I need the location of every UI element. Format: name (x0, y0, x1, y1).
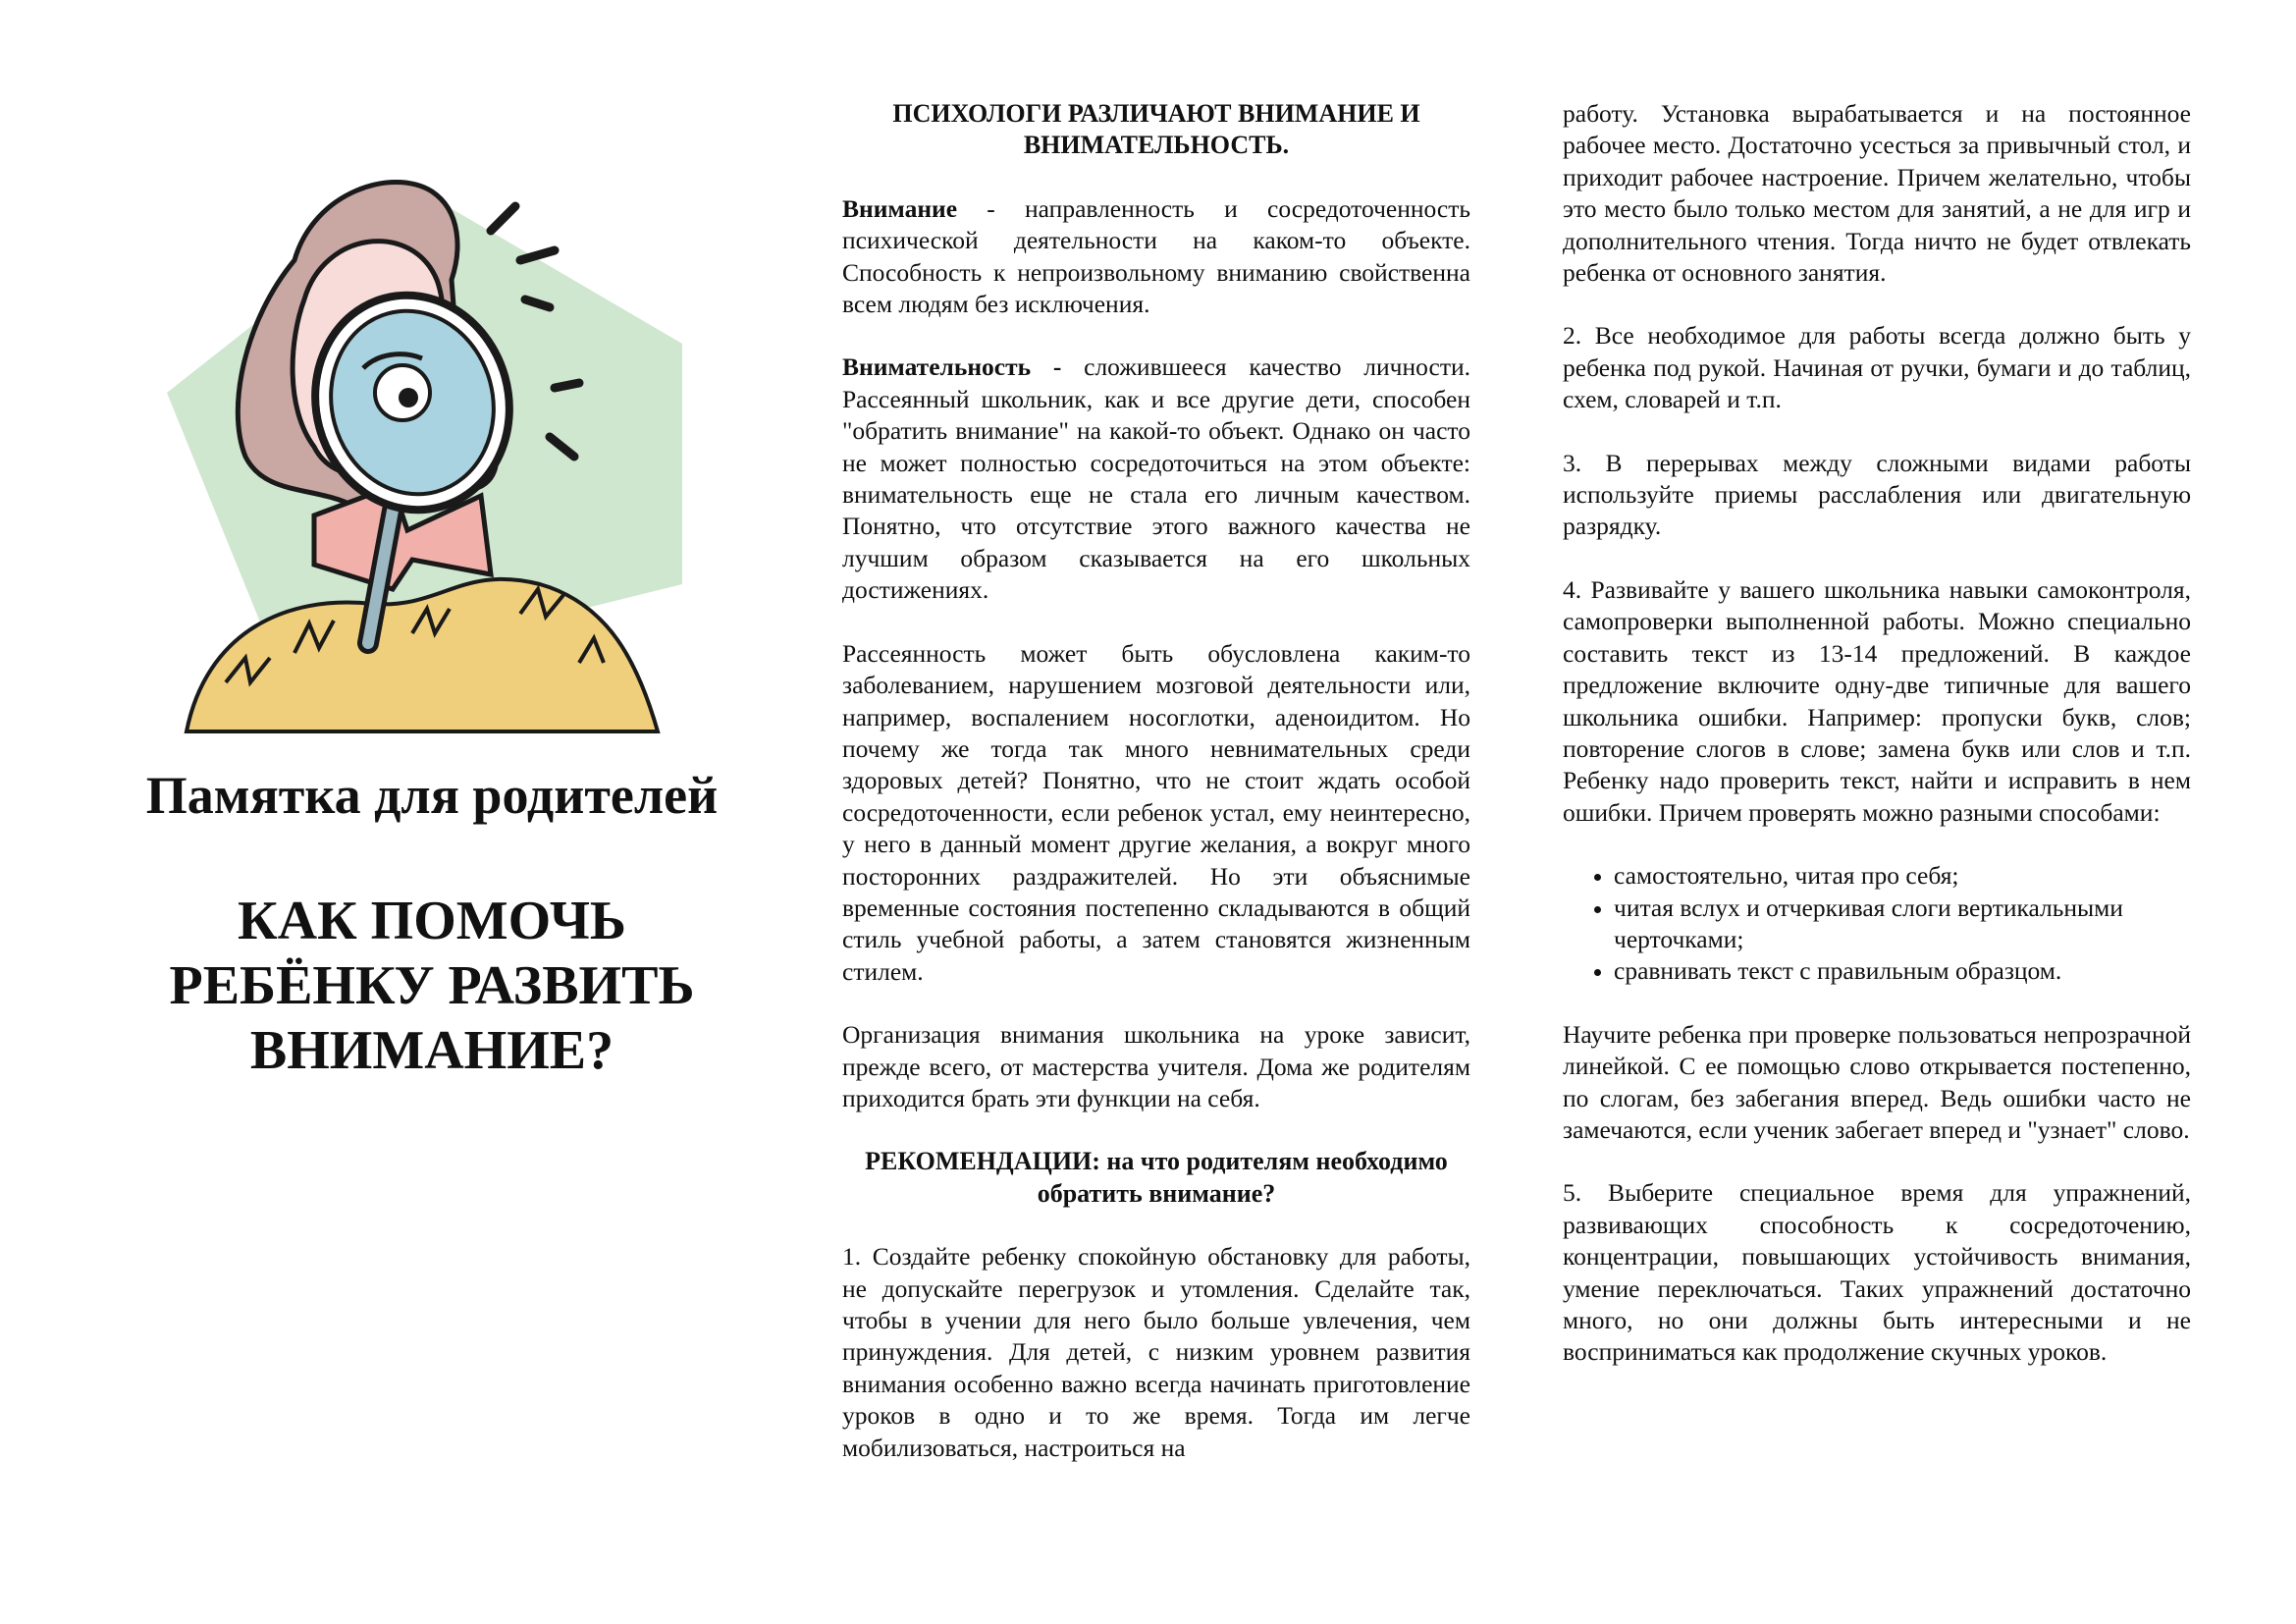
paragraph-text: - направленность и сосредоточенность психической деятельности на каком-то объекте. Способность к непроизвольному вниманию свойственна всем людям без исключения. (842, 193, 1470, 319)
checking-methods-list (1563, 860, 2191, 988)
girl-with-magnifying-glass-icon (167, 172, 697, 761)
paragraph: 3. В перерывах между сложными видами работы используйте приемы расслабления или двигательную разрядку. (1563, 448, 2191, 541)
paragraph: Организация внимания школьника на уроке зависит, прежде всего, от мастерства учителя. Дома же родителям приходится брать эти функции на себя. (842, 1020, 1470, 1112)
recommendations-heading: РЕКОМЕНДАЦИИ: на что родителям необходимо обратить внимание? (865, 1147, 1448, 1208)
paragraph: 5. Выберите специальное время для упражнений, развивающих способность к сосредоточению, концентрации, повышающих устойчивость внимания, умение переключаться. Таких упражнений достаточно много, но они должны быть интересными и не восприниматься как продолжение скучных уроков. (1563, 1178, 2191, 1367)
subtitle-line: РЕБЁНКУ РАЗВИТЬ (169, 955, 695, 1016)
middle-column (842, 0, 1470, 1624)
section-heading: ПСИХОЛОГИ РАЗЛИЧАЮТ ВНИМАНИЕ И ВНИМАТЕЛЬНОСТЬ. (892, 99, 1420, 160)
subtitle-line: КАК ПОМОЧЬ (238, 891, 626, 951)
paragraph: 1. Создайте ребенку спокойную обстановку для работы, не допускайте перегрузок и утомления. Сделайте так, чтобы в учении для него было больше увлечения, чем принуждения. Для детей, с низким уровнем развития внимания особенно важно всегда начинать приготовление уроков в одно и то же время. Тогда им легче мобилизоваться, настроиться на (842, 1242, 1470, 1462)
subtitle (0, 889, 864, 1083)
list-item: • сравнивать текст с правильным образцом. (1614, 955, 2191, 987)
paragraph (842, 352, 1470, 606)
paragraph (842, 193, 1470, 321)
paragraph: Научите ребенка при проверке пользоваться непрозрачной линейкой. С ее помощью слово открывается постепенно, по слогам, без забегания вперед. Ведь ошибки часто не замечаются, если ученик забегает вперед и "узнает" слово. (1563, 1019, 2191, 1144)
subtitle-line: ВНИМАНИЕ? (249, 1020, 614, 1081)
main-title: Памятка для родителей (145, 766, 719, 825)
list-item: • читая вслух и отчеркивая слоги вертикальными черточками; (1614, 893, 2191, 956)
paragraph: 2. Все необходимое для работы всегда должно быть у ребенка под рукой. Начиная от ручки, бумаги и до таблиц, схем, словарей и т.п. (1563, 321, 2191, 414)
paragraph: работу. Установка вырабатывается и на постоянное рабочее место. Достаточно усесться за привычный стол, и приходит рабочее настроение. Причем желательно, чтобы это место было только местом для занятий, а не для игр и дополнительного чтения. Тогда ничто не будет отвлекать ребенка от основного занятия. (1563, 99, 2191, 288)
term: Внимание (842, 193, 958, 223)
right-column (1563, 0, 2191, 1624)
paragraph: 4. Развивайте у вашего школьника навыки самоконтроля, самопроверки выполненной работы. Можно специально составить текст из 13-14 предложений. В каждое предложение включите одну-две типичные для вашего школьника ошибки. Например: пропуски букв, слов; повторение слогов в слове; замена букв или слов и т.п. Ребенку надо проверить текст, найти и исправить в нем ошибки. Причем проверять можно разными способами: (1563, 574, 2191, 827)
left-panel (0, 0, 844, 1624)
paragraph-text: сложившееся качество личности. Рассеянный школьник, как и все другие дети, способен "обратить внимание" на какой-то объект. Однако он часто не может полностью сосредоточиться на этом объекте: внимательность еще не стала его личным качеством. Понятно, что отсутствие этого важного качества не лучшим образом сказывается на его школьных достижениях. (842, 352, 1470, 605)
list-item: • самостоятельно, читая про себя; (1614, 860, 2191, 892)
paragraph: Рассеянность может быть обусловлена каким-то заболеванием, нарушением мозговой деятельности или, например, воспалением носоглотки, аденоидитом. Но почему же тогда так много невнимательных среди здоровых детей? Понятно, что не стоит ждать особой сосредоточенности, если ребенок устал, ему неинтересно, у него в данный момент другие желания, а вокруг много посторонних раздражителей. Но эти объяснимые временные состояния постепенно складываются в общий стиль учебной работы, а затем становятся жизненным стилем. (842, 638, 1470, 986)
term: Внимательность - (842, 352, 1062, 382)
